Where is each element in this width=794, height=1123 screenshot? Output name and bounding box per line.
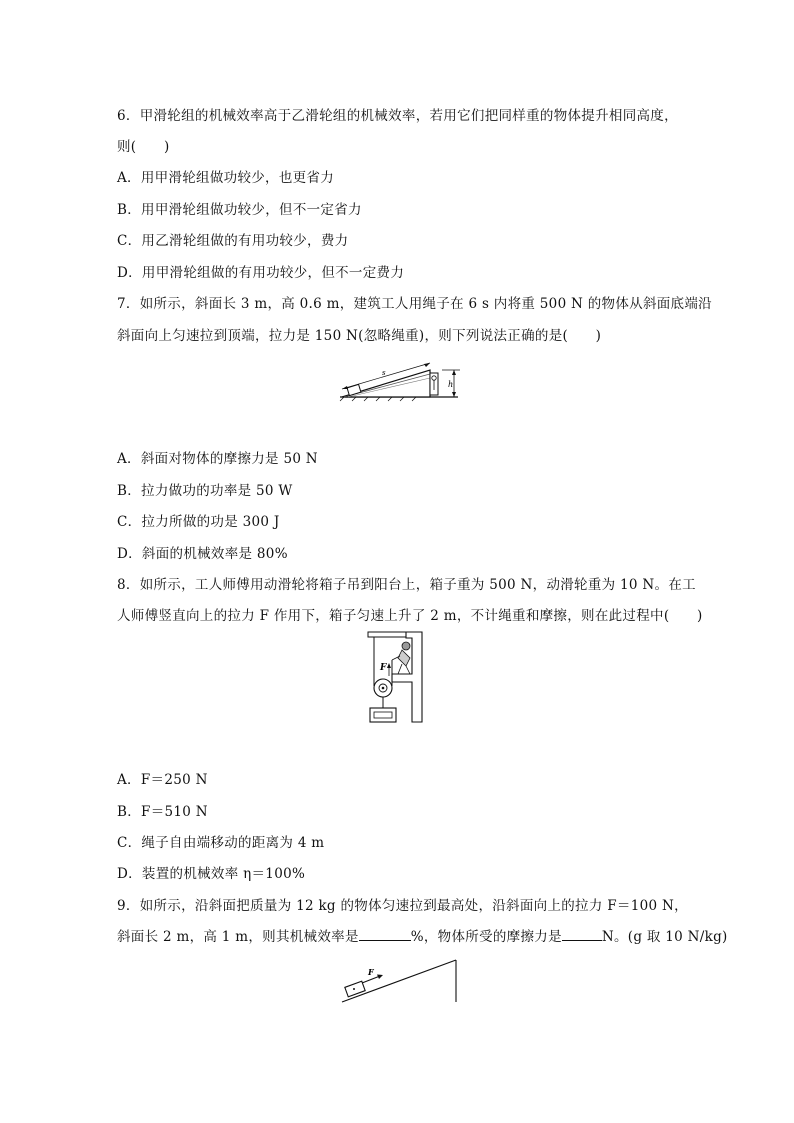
q6-stem-line-1: 6．甲滑轮组的机械效率高于乙滑轮组的机械效率，若用它们把同样重的物体提升相同高度， bbox=[117, 108, 678, 124]
q7-stem-line-1: 7．如所示，斜面长 3 m，高 0.6 m，建筑工人用绳子在 6 s 内将重 500 N 的物体从斜面底端沿 bbox=[117, 296, 712, 312]
q9-label-F: F bbox=[368, 967, 374, 977]
q7-label-s: s bbox=[382, 369, 386, 377]
q6-option-c: C．用乙滑轮组做的有用功较少，费力 bbox=[117, 233, 349, 249]
q8-stem-line-2: 人师傅竖直向上的拉力 F 作用下，箱子匀速上升了 2 m，不计绳重和摩擦，则在此过程中( ) bbox=[117, 608, 703, 624]
q9-stem-part-3: N。(g 取 10 N/kg) bbox=[601, 929, 728, 945]
q8-pulley-figure bbox=[362, 630, 436, 726]
q7-option-d: D．斜面的机械效率是 80% bbox=[117, 546, 288, 562]
q9-stem-part-2: %，物体所受的摩擦力是 bbox=[410, 929, 562, 945]
q7-option-b: B．拉力做功的功率是 50 W bbox=[117, 483, 293, 499]
q6-option-b: B．用甲滑轮组做功较少，但不一定省力 bbox=[117, 202, 362, 218]
q8-option-b: B．F＝510 N bbox=[117, 804, 208, 820]
q8-stem-line-1: 8．如所示，工人师傅用动滑轮将箱子吊到阳台上，箱子重为 500 N，动滑轮重为 10 N。在工 bbox=[117, 577, 696, 593]
q8-option-a: A．F＝250 N bbox=[117, 772, 208, 788]
q6-option-a: A．用甲滑轮组做功较少，也更省力 bbox=[117, 170, 335, 186]
q8-option-c: C．绳子自由端移动的距离为 4 m bbox=[117, 835, 325, 851]
q6-option-d: D．用甲滑轮组做的有用功较少，但不一定费力 bbox=[117, 265, 405, 281]
q9-stem-line-2 bbox=[117, 925, 728, 945]
q8-option-d: D．装置的机械效率 η＝100% bbox=[117, 866, 306, 882]
q7-stem-line-2: 斜面向上匀速拉到顶端，拉力是 150 N(忽略绳重)，则下列说法正确的是( ) bbox=[117, 328, 602, 344]
q9-stem-part-1: 斜面长 2 m，高 1 m，则其机械效率是 bbox=[117, 929, 359, 945]
q7-option-a: A．斜面对物体的摩擦力是 50 N bbox=[117, 451, 318, 467]
q6-stem-line-2: 则( ) bbox=[117, 139, 170, 155]
q8-label-F: F bbox=[380, 663, 387, 673]
q9-answer-blank-friction[interactable] bbox=[562, 927, 602, 941]
q7-option-c: C．拉力所做的功是 300 J bbox=[117, 514, 280, 530]
q9-incline-figure bbox=[338, 956, 462, 1004]
q9-answer-blank-efficiency[interactable] bbox=[359, 927, 411, 941]
q7-incline-figure bbox=[336, 356, 462, 402]
q9-stem-line-1: 9．如所示，沿斜面把质量为 12 kg 的物体匀速拉到最高处，沿斜面向上的拉力 F＝100 N， bbox=[117, 898, 688, 914]
q7-label-h: h bbox=[448, 380, 454, 389]
